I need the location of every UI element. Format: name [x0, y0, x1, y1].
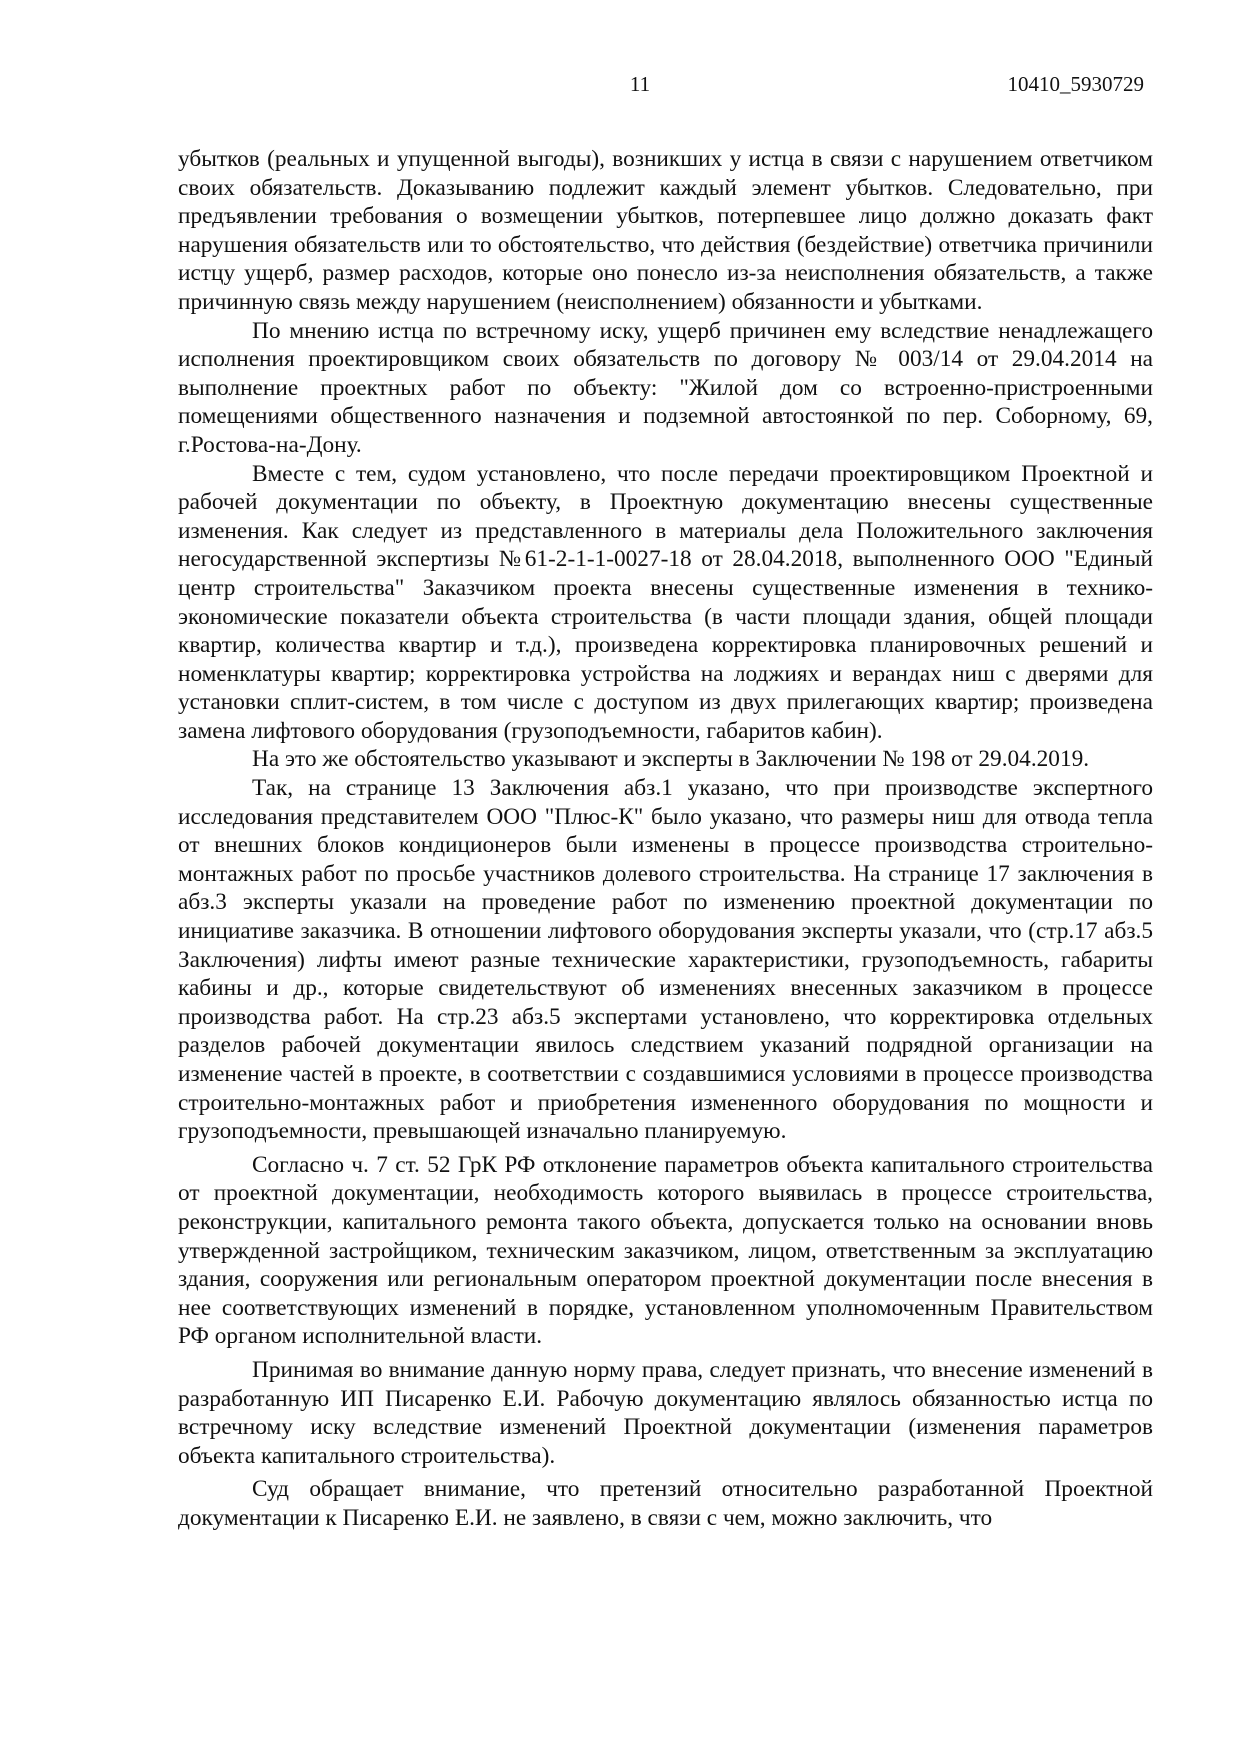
paragraph-conclusion-details: Так, на странице 13 Заключения абз.1 указано, что при производстве экспертного исследования представителем ООО "Плюс-К" было указано, что размеры ниш для отвода тепла от внешних блоков кондиционеров были изменены в процессе производства строительно-монтажных работ по просьбе участников долевого строительства. На странице 17 заключения в абз.3 эксперты указали на проведение работ по изменению проектной документации по инициативе заказчика. В отношении лифтового оборудования эксперты указали, что (стр.17 абз.5 Заключения) лифты имеют разные технические характеристики, грузоподъемность, габариты кабины и др., которые свидетельствуют об изменениях внесенных заказчиком в процессе производства работ. На стр.23 абз.5 экспертами установлено, что корректировка отдельных разделов рабочей документации явилось следствием указаний подрядной организации на изменение частей в проекте, в соответствии с создавшимися условиями в процессе производства строительно-монтажных работ и приобретения измененного оборудования по мощности и грузоподъемности, превышающей изначально планируемую.: [178, 775, 1153, 1145]
paragraph-legal-assessment: Принимая во внимание данную норму права, следует признать, что внесение изменений в разработанную ИП Писаренко Е.И. Рабочую документацию являлось обязанностью истца по встречному иску вследствие изменений Проектной документации (изменения параметров объекта капитального строительства).: [178, 1356, 1153, 1469]
document-id: 10410_5930729: [1007, 72, 1144, 96]
paragraph-court-findings: Вместе с тем, судом установлено, что после передачи проектировщиком Проектной и рабочей документации по объекту, в Проектную документацию внесены существенные изменения. Как следует из представленного в материалы дела Положительного заключения негосударственной экспертизы №61-2-1-1-0027-18 от 28.04.2018, выполненного ООО "Единый центр строительства" Заказчиком проекта внесены существенные изменения в технико-экономические показатели объекта строительства (в части площади здания, общей площади квартир, количества квартир и т.д.), произведена корректировка планировочных решений и номенклатуры квартир; корректировка устройства на лоджиях и верандах ниш с дверями для установки сплит-систем, в том числе с доступом из двух прилегающих квартир; произведена замена лифтового оборудования (грузоподъемности, габаритов кабин).: [178, 460, 1153, 744]
paragraph-experts-conclusion: На это же обстоятельство указывают и эксперты в Заключении № 198 от 29.04.2019.: [252, 746, 1090, 773]
paragraph-urban-code: Согласно ч. 7 ст. 52 ГрК РФ отклонение параметров объекта капитального строительства от проектной документации, необходимость которого выявилась в процессе строительства, реконструкции, капитального ремонта такого объекта, допускается только на основании вновь утвержденной застройщиком, техническим заказчиком, лицом, ответственным за эксплуатацию здания, сооружения или региональным оператором проектной документации после внесения в нее соответствующих изменений в порядке, установленном уполномоченным Правительством РФ органом исполнительной власти.: [178, 1151, 1153, 1350]
page-number: 11: [629, 72, 651, 96]
paragraph-plaintiff-opinion: По мнению истца по встречному иску, ущерб причинен ему вследствие ненадлежащего исполнения проектировщиком своих обязательств по договору № 003/14 от 29.04.2014 на выполнение проектных работ по объекту: "Жилой дом со встроенно-пристроенными помещениями общественного назначения и подземной автостоянкой по пер. Соборному, 69, г.Ростова-на-Дону.: [178, 317, 1153, 458]
paragraph-court-notes: Суд обращает внимание, что претензий относительно разработанной Проектной документации к Писаренко Е.И. не заявлено, в связи с чем, можно заключить, что: [178, 1476, 1153, 1531]
paragraph-losses-definition: убытков (реальных и упущенной выгоды), возникших у истца в связи с нарушением ответчиком своих обязательств. Доказыванию подлежит каждый элемент убытков. Следовательно, при предъявлении требования о возмещении убытков, потерпевшее лицо должно доказать факт нарушения обязательств или то обстоятельство, что действия (бездействие) ответчика причинили истцу ущерб, размер расходов, которые оно понесло из-за неисполнения обязательств, а также причинную связь между нарушением (неисполнением) обязанности и убытками.: [178, 146, 1153, 315]
document-body: [178, 145, 1153, 1533]
